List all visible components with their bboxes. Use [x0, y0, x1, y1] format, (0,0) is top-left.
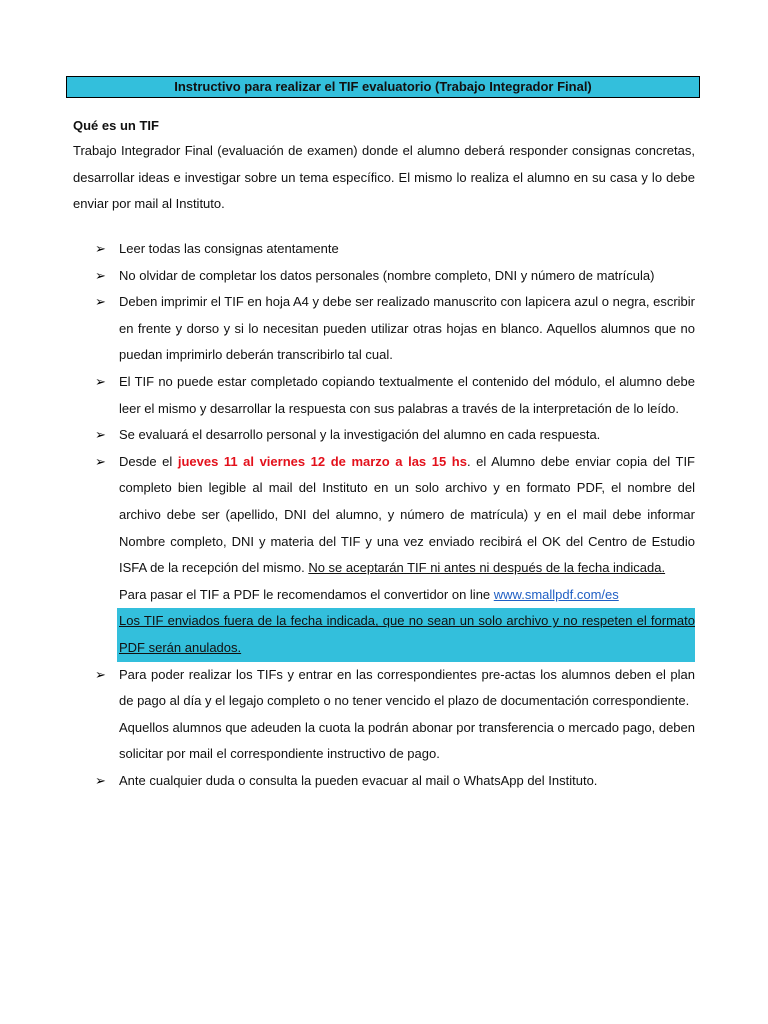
arrow-bullet-icon: ➢: [95, 772, 106, 788]
deadline-paragraph: [119, 449, 695, 582]
intro-paragraph: Trabajo Integrador Final (evaluación de examen) donde el alumno deberá responder consignas concretas, desarrollar ideas e investigar sobre un tema específico. El mismo lo realiza el alumno en su casa y lo debe enviar por mail al Instituto.: [73, 143, 695, 212]
payment-text-2: Aquellos alumnos que adeuden la cuota la podrán abonar por transferencia o mercado pago, deben solicitar por mail el correspondiente instructivo de pago.: [119, 719, 695, 762]
deadline-body: . el Alumno debe enviar copia del TIF completo bien legible al mail del Instituto en un solo archivo y en formato PDF, el nombre del archivo debe ser (apellido, DNI del alumno, y número de matrícula) y en el mail debe informar Nombre completo, DNI y materia del TIF y una vez enviado recibirá el OK del Centro de Estudio ISFA de la recepción del mismo.: [119, 453, 696, 576]
smallpdf-link[interactable]: www.smallpdf.com/es: [493, 586, 619, 602]
list-item: [95, 369, 695, 422]
arrow-bullet-icon: ➢: [95, 294, 106, 310]
pdf-paragraph: [119, 582, 695, 609]
deadline-date: jueves 11 al viernes 12 de marzo a las 15 hs: [177, 453, 467, 469]
section-heading: Qué es un TIF: [73, 118, 159, 133]
deadline-notice: No se aceptarán TIF ni antes ni después de la fecha indicada.: [308, 560, 666, 576]
list-item-text: El TIF no puede estar completado copiando textualmente el contenido del módulo, el alumno debe leer el mismo y desarrollar la respuesta con sus palabras a través de la interpretación de lo leído.: [119, 373, 695, 416]
warning-highlight: Los TIF enviados fuera de la fecha indicada, que no sean un solo archivo y no respeten el formato PDF serán anulados.: [117, 608, 695, 661]
pdf-text: Para pasar el TIF a PDF le recomendamos el convertidor on line: [119, 586, 494, 602]
list-item: [95, 422, 695, 449]
list-item: [95, 768, 695, 795]
payment-list-item: [95, 662, 695, 768]
list-item-text: Ante cualquier duda o consulta la pueden evacuar al mail o WhatsApp del Instituto.: [119, 772, 598, 788]
arrow-bullet-icon: ➢: [95, 666, 106, 682]
list-item-text: Se evaluará el desarrollo personal y la investigación del alumno en cada respuesta.: [119, 427, 601, 443]
list-item: [95, 236, 695, 263]
list-item-text: Leer todas las consignas atentamente: [119, 241, 339, 256]
arrow-bullet-icon: ➢: [95, 241, 106, 256]
list-item-text: Deben imprimir el TIF en hoja A4 y debe ser realizado manuscrito con lapicera azul o negra, escribir en frente y dorso y si lo necesitan pueden utilizar otras hojas en blanco. Aquellos alumnos que no puedan imprimirlo deberán transcribirlo tal cual.: [119, 294, 695, 363]
deadline-list-item: [95, 449, 695, 662]
list-item: [95, 263, 695, 290]
arrow-bullet-icon: ➢: [95, 267, 106, 283]
instructions-list: [95, 236, 695, 794]
deadline-prefix: Desde el: [119, 453, 178, 469]
list-item-text: No olvidar de completar los datos personales (nombre completo, DNI y número de matrícula): [119, 267, 655, 283]
list-item: [95, 289, 695, 369]
payment-text: Para poder realizar los TIFs y entrar en las correspondientes pre-actas los alumnos deben el plan de pago al día y el legajo completo o no tener vencido el plazo de documentación correspondiente.: [119, 666, 695, 709]
document-title: Instructivo para realizar el TIF evaluatorio (Trabajo Integrador Final): [66, 76, 700, 98]
arrow-bullet-icon: ➢: [95, 427, 106, 443]
arrow-bullet-icon: ➢: [95, 453, 106, 469]
arrow-bullet-icon: ➢: [95, 373, 106, 389]
